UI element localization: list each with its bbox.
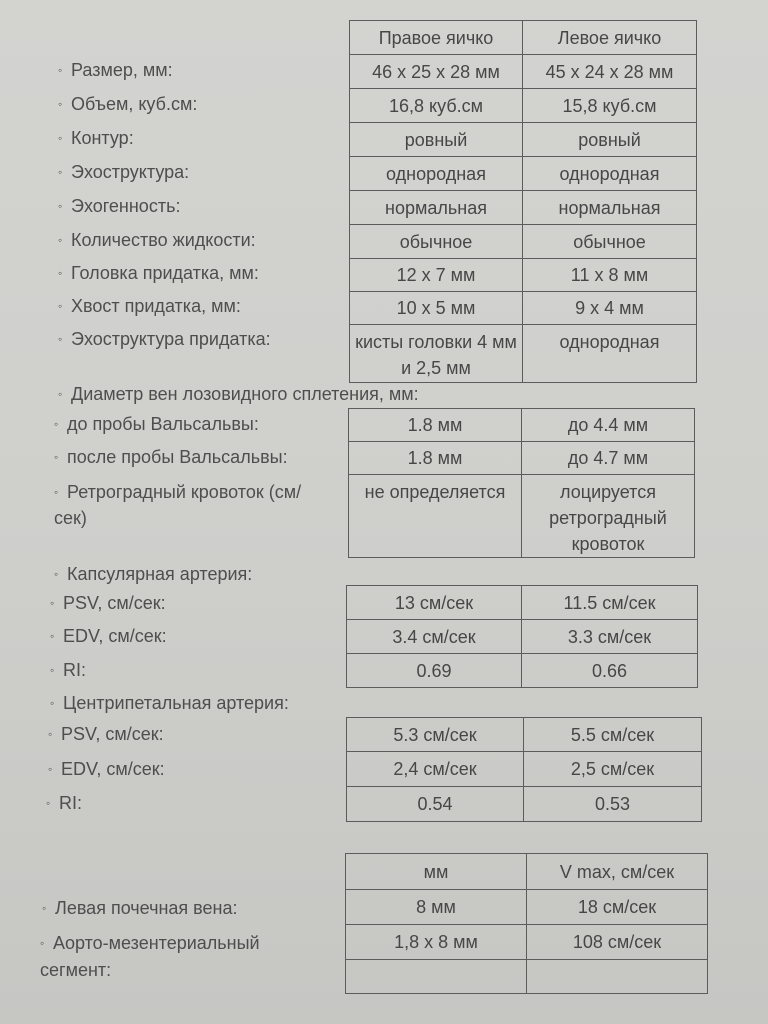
testes-table xyxy=(349,20,697,383)
centripetal-table xyxy=(346,717,702,822)
cell-empty xyxy=(346,960,527,994)
veins-table xyxy=(348,408,695,558)
bullet-icon: ◦ xyxy=(58,299,63,313)
cell-left: 45 х 24 х 28 мм xyxy=(523,55,697,89)
row-label-epididymis-structure: ◦ Эхоструктура придатка: xyxy=(58,329,271,349)
row-label-centripetal-ri: ◦ RI: xyxy=(46,793,83,813)
cell-right: 0.69 xyxy=(347,654,522,688)
cell-right: 16,8 куб.см xyxy=(350,89,523,123)
row-label-aorto-mesenteric: ◦ Аорто-мезентериальный сегмент: xyxy=(40,930,320,984)
header-left-testis: Левое яичко xyxy=(523,21,697,55)
bullet-icon: ◦ xyxy=(58,233,63,247)
row-label-volume: ◦ Объем, куб.см: xyxy=(58,94,198,114)
table-row xyxy=(350,123,697,157)
table-row xyxy=(349,442,695,475)
cell-left: 11 х 8 мм xyxy=(523,259,697,292)
table-row xyxy=(350,55,697,89)
cell-right: кисты головки 4 мм и 2,5 мм xyxy=(350,325,523,383)
bullet-icon: ◦ xyxy=(58,131,63,145)
table-row xyxy=(350,325,697,383)
cell-left: до 4.4 мм xyxy=(522,409,695,442)
cell-left: однородная xyxy=(523,325,697,383)
table-row xyxy=(347,620,698,654)
table-row xyxy=(350,225,697,259)
table-row xyxy=(350,191,697,225)
cell-left: однородная xyxy=(523,157,697,191)
cell-right: однородная xyxy=(350,157,523,191)
cell-left: лоцируется ретроградный кровоток xyxy=(522,475,695,558)
bullet-icon: ◦ xyxy=(54,567,59,581)
cell-right: нормальная xyxy=(350,191,523,225)
table-row xyxy=(347,654,698,688)
bullet-icon: ◦ xyxy=(50,696,55,710)
table-row xyxy=(349,475,695,558)
cell-left: нормальная xyxy=(523,191,697,225)
cell-left: обычное xyxy=(523,225,697,259)
cell-right: 3.4 см/сек xyxy=(347,620,522,654)
bullet-icon: ◦ xyxy=(50,596,55,610)
bullet-icon: ◦ xyxy=(54,450,59,464)
bullet-icon: ◦ xyxy=(46,796,51,810)
table-row xyxy=(347,718,702,752)
cell-left: до 4.7 мм xyxy=(522,442,695,475)
renal-table xyxy=(345,853,708,994)
cell-left: 0.53 xyxy=(524,787,702,822)
row-label-capsular-psv: ◦ PSV, см/сек: xyxy=(50,593,166,613)
row-label-retrograde-flow: ◦ Ретроградный кровоток (см/сек) xyxy=(54,479,314,531)
table-row xyxy=(347,752,702,787)
cell-left: 15,8 куб.см xyxy=(523,89,697,123)
row-label-epididymis-tail: ◦ Хвост придатка, мм: xyxy=(58,296,241,316)
cell-right: 2,4 см/сек xyxy=(347,752,524,787)
row-label-capsular-edv: ◦ EDV, см/сек: xyxy=(50,626,167,646)
table-header-row xyxy=(350,21,697,55)
bullet-icon: ◦ xyxy=(58,387,63,401)
bullet-icon: ◦ xyxy=(58,266,63,280)
cell-right: обычное xyxy=(350,225,523,259)
cell-right: 12 х 7 мм xyxy=(350,259,523,292)
centripetal-heading: ◦ Центрипетальная артерия: xyxy=(50,693,289,713)
cell-right: 5.3 см/сек xyxy=(347,718,524,752)
bullet-icon: ◦ xyxy=(50,629,55,643)
bullet-icon: ◦ xyxy=(54,417,59,431)
bullet-icon: ◦ xyxy=(58,332,63,346)
bullet-icon: ◦ xyxy=(48,727,53,741)
table-row xyxy=(349,409,695,442)
row-label-after-valsalva: ◦ после пробы Вальсальвы: xyxy=(54,447,288,467)
row-label-contour: ◦ Контур: xyxy=(58,128,134,148)
header-vmax: V max, см/сек xyxy=(527,854,708,890)
cell-mm: 1,8 х 8 мм xyxy=(346,925,527,960)
cell-left: 0.66 xyxy=(522,654,698,688)
table-row xyxy=(347,787,702,822)
table-header-row xyxy=(346,854,708,890)
cell-right: ровный xyxy=(350,123,523,157)
row-label-fluid: ◦ Количество жидкости: xyxy=(58,230,256,250)
cell-mm: 8 мм xyxy=(346,890,527,925)
row-label-before-valsalva: ◦ до пробы Вальсальвы: xyxy=(54,414,259,434)
cell-right: 1.8 мм xyxy=(349,442,522,475)
row-label-centripetal-psv: ◦ PSV, см/сек: xyxy=(48,724,164,744)
row-label-centripetal-edv: ◦ EDV, см/сек: xyxy=(48,759,165,779)
table-row xyxy=(350,292,697,325)
bullet-icon: ◦ xyxy=(42,901,47,915)
cell-right: 46 х 25 х 28 мм xyxy=(350,55,523,89)
cell-right: 10 х 5 мм xyxy=(350,292,523,325)
row-label-echostructure: ◦ Эхоструктура: xyxy=(58,162,190,182)
cell-left: 3.3 см/сек xyxy=(522,620,698,654)
cell-right: 0.54 xyxy=(347,787,524,822)
cell-right: 1.8 мм xyxy=(349,409,522,442)
bullet-icon: ◦ xyxy=(50,663,55,677)
row-label-size: ◦ Размер, мм: xyxy=(58,60,173,80)
cell-left: 2,5 см/сек xyxy=(524,752,702,787)
cell-vmax: 18 см/сек xyxy=(527,890,708,925)
row-label-epididymis-head: ◦ Головка придатка, мм: xyxy=(58,263,259,283)
header-mm: мм xyxy=(346,854,527,890)
bullet-icon: ◦ xyxy=(40,936,45,950)
table-row xyxy=(350,157,697,191)
bullet-icon: ◦ xyxy=(58,63,63,77)
table-row xyxy=(350,89,697,123)
cell-right: 13 см/сек xyxy=(347,586,522,620)
bullet-icon: ◦ xyxy=(58,165,63,179)
row-label-echogenicity: ◦ Эхогенность: xyxy=(58,196,181,216)
cell-left: 11.5 см/сек xyxy=(522,586,698,620)
row-label-left-renal-vein: ◦ Левая почечная вена: xyxy=(42,898,238,918)
table-row xyxy=(347,586,698,620)
table-row-empty xyxy=(346,960,708,994)
bullet-icon: ◦ xyxy=(54,485,59,499)
cell-left: 5.5 см/сек xyxy=(524,718,702,752)
bullet-icon: ◦ xyxy=(58,97,63,111)
table-row xyxy=(346,925,708,960)
cell-empty xyxy=(527,960,708,994)
capsular-heading: ◦ Капсулярная артерия: xyxy=(54,564,253,584)
cell-vmax: 108 см/сек xyxy=(527,925,708,960)
veins-heading: ◦ Диаметр вен лозовидного сплетения, мм: xyxy=(58,384,419,404)
capsular-table xyxy=(346,585,698,688)
row-label-capsular-ri: ◦ RI: xyxy=(50,660,87,680)
cell-right: не определяется xyxy=(349,475,522,558)
cell-left: 9 х 4 мм xyxy=(523,292,697,325)
table-row xyxy=(350,259,697,292)
header-right-testis: Правое яичко xyxy=(350,21,523,55)
cell-left: ровный xyxy=(523,123,697,157)
table-row xyxy=(346,890,708,925)
bullet-icon: ◦ xyxy=(58,199,63,213)
bullet-icon: ◦ xyxy=(48,762,53,776)
